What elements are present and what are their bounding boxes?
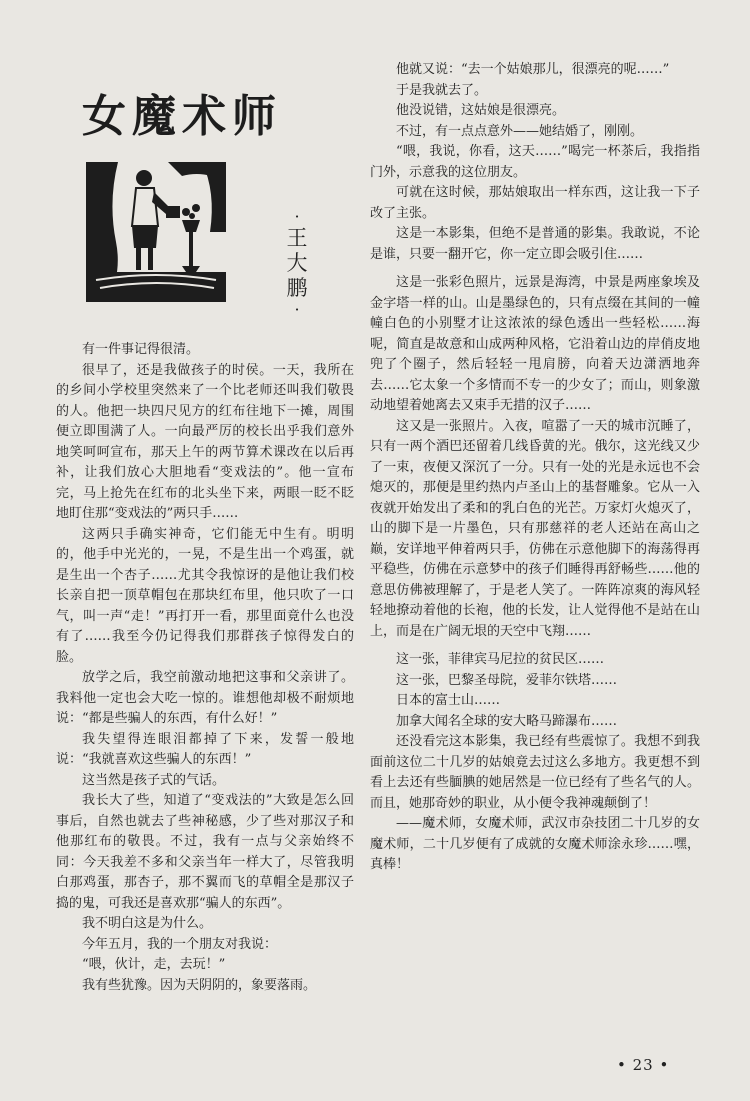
- paragraph: 今年五月，我的一个朋友对我说：: [82, 936, 278, 952]
- byline-dot-bottom: ·: [294, 300, 300, 319]
- paragraph: 日本的富士山……: [396, 693, 501, 708]
- right-column: [370, 60, 700, 876]
- byline-dot-top: ·: [294, 207, 300, 226]
- paragraph: 可就在这时候，那姑娘取出一样东西，这让我一下子改了主张。: [370, 185, 700, 221]
- paragraph: “喂，我说，你看，这天……”喝完一杯茶后，我指指门外，示意我的这位朋友。: [370, 144, 700, 180]
- paragraph: 我失望得连眼泪都掉了下来，发誓一般地说：“我就喜欢这些骗人的东西！”: [56, 731, 354, 767]
- author-char: 大: [286, 251, 308, 275]
- paragraph: 这一张，菲律宾马尼拉的贫民区……: [396, 652, 605, 667]
- paragraph: 还没看完这本影集，我已经有些震惊了。我想不到我面前这位二十几岁的姑娘竟去过这么多地方。我更想不到看上去还有些腼腆的她居然是一位已经有了些名气的人。而且，她那奇妙的职业，从小便令我神魂颠倒了！: [370, 734, 700, 811]
- paragraph: 很早了，还是我做孩子的时侯。一天，我所在的乡间小学校里突然来了一个比老师还叫我们敬畏的人。他把一块四尺见方的红布往地下一摊，周围便立即围满了人。一向最严厉的校长出乎我们意外地笑呵呵宣布，那天上午的两节算术课改在以后再补，让我们放心大胆地看“变戏法的”。他一宣布完，马上抢先在红布的北头坐下来，两眼一眨不眨地盯住那“变戏法的”两只手……: [56, 362, 354, 521]
- paragraph: 我不明白这是为什么。: [82, 916, 213, 931]
- paragraph: 这又是一张照片。入夜，喧嚣了一天的城市沉睡了，只有一两个酒巴还留着几线昏黄的光。俄尔，这光线又少了一束，夜便又深沉了一分。只有一处的光是永远也不会熄灭的，那便是里约热内卢圣山上的基督雕象。它从一入夜就开始发出了柔和的乳白色的光芒。万家灯火熄灭了，山的脚下是一片墨色，只有那慈祥的老人还站在高山之巅，安详地平伸着两只手，仿佛在示意他脚下的海荡得再平稳些，仿佛在示意梦中的孩子们睡得再舒畅些……他的意思仿佛被理解了，于是老人笑了。一阵阵凉爽的海风轻轻地撩动着他的长袍，他的长发，让人觉得他不是站在山上，而是在广阔无垠的天空中飞翔……: [370, 418, 700, 639]
- paragraph: 加拿大闻名全球的安大略马蹄瀑布……: [396, 713, 618, 729]
- paragraph: ——魔术师，女魔术师，武汉市杂技团二十几岁的女魔术师，二十几岁便有了成就的女魔术师涂永珍……嘿，真棒！: [370, 816, 700, 872]
- author-char: 鹏: [286, 276, 308, 300]
- woman-illustration-icon: [86, 162, 226, 302]
- page-number: • 23 •: [617, 1056, 670, 1074]
- article-title: 女魔术师: [82, 91, 282, 142]
- paragraph: 他没说错，这姑娘是很漂亮。: [396, 103, 566, 118]
- paragraph: “喂，伙计，走，去玩！”: [82, 957, 226, 972]
- paragraph: 放学之后，我空前激动地把这事和父亲讲了。我料他一定也会大吃一惊的。谁想他却极不耐烦地说：“都是些骗人的东西，有什么好！”: [56, 670, 354, 726]
- paragraph: 这是一本影集，但绝不是普通的影集。我敢说，不论是谁，只要一翻开它，你一定立即会吸引住……: [370, 226, 700, 262]
- author-char: 王: [286, 226, 308, 250]
- paragraph: 不过，有一点点意外——她结婚了，刚刚。: [396, 123, 644, 139]
- paragraph: 这当然是孩子式的气话。: [82, 772, 226, 788]
- paragraph: 这一张，巴黎圣母院，爱菲尔铁塔……: [396, 672, 618, 688]
- left-column: [56, 340, 354, 996]
- paragraph: 他就又说：“去一个姑娘那儿，很漂亮的呢……”: [396, 62, 670, 77]
- paragraph: 于是我就去了。: [396, 82, 488, 98]
- paragraph: 我长大了些，知道了“变戏法的”大致是怎么回事后，自然也就去了些神秘感，少了些对那汉子和他那红布的敬畏。不过，我有一点与父亲始终不同：今天我差不多和父亲当年一样大了，尽管我明白那鸡蛋，那杏子，那不翼而飞的草帽全是那汉子捣的鬼，可我还是喜欢那“骗人的东西”。: [56, 793, 354, 911]
- paragraph: 这是一张彩色照片，远景是海湾，中景是两座象埃及金字塔一样的山。山是墨绿色的，只有点缀在其间的一幢幢白色的小别墅才让这浓浓的绿色透出一些轻松……海呢，简直是故意和山成两种风格，它沿着山边的岸俏皮地兜了个圈子，然后轻轻一甩肩膀，向着天边潇洒地奔去……它太象一个多情而不专一的少女了；而山，则象激动地望着她离去又束手无措的汉子……: [370, 275, 700, 413]
- paragraph: 这两只手确实神奇，它们能无中生有。明明的，他手中光光的，一晃，不是生出一个鸡蛋，就是生出一个杏子……尤其令我惊讶的是他让我们校长亲自把一顶草帽包在那块红布里，他只吹了一口气，叫一声“走！”再打开一看，那里面竟什么也没有了……我至今仍记得我们那群孩子惊得发白的脸。: [56, 526, 354, 665]
- paragraph: 我有些犹豫。因为天阴阴的，象要落雨。: [82, 977, 317, 993]
- author-byline: [282, 208, 312, 319]
- paragraph: 有一件事记得很清。: [82, 342, 200, 357]
